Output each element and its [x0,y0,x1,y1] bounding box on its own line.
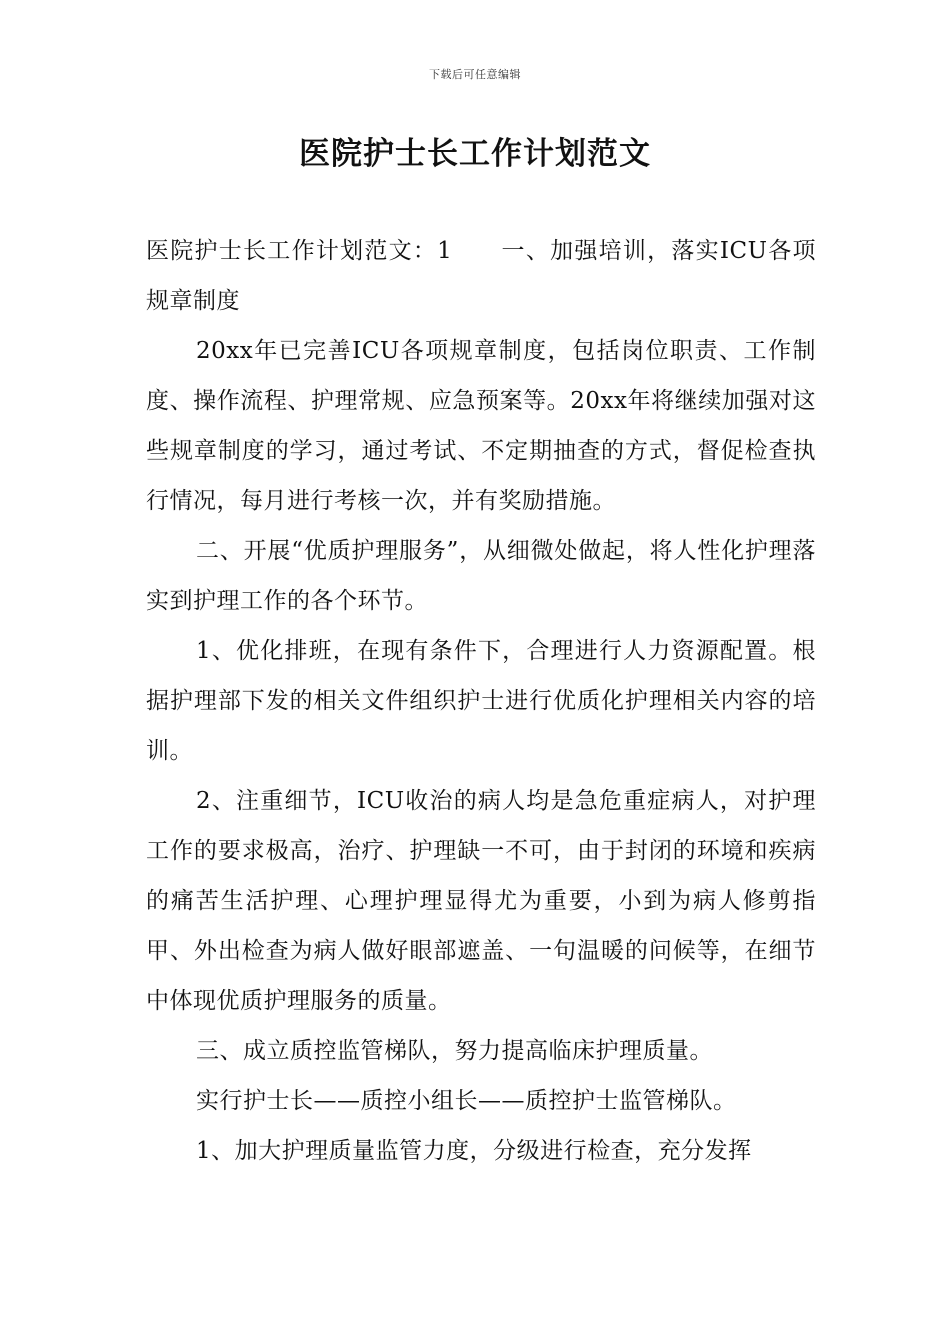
paragraph-scheduling: 1、优化排班，在现有条件下，合理进行人力资源配置。根据护理部下发的相关文件组织护士进行优质化护理相关内容的培训。 [146,638,816,764]
document-body [146,226,816,1176]
paragraph-details: 2、注重细节，ICU收治的病人均是急危重症病人，对护理工作的要求极高，治疗、护理缺一不可，由于封闭的环境和疾病的痛苦生活护理、心理护理显得尤为重要，小到为病人修剪指甲、外出检查为病人做好眼部遮盖、一句温暖的问候等，在细节中体现优质护理服务的质量。 [146,788,816,1014]
paragraph-quality-service: 二、开展“优质护理服务”，从细微处做起，将人性化护理落实到护理工作的各个环节。 [146,538,816,614]
paragraph-icu-regulations: 20xx年已完善ICU各项规章制度，包括岗位职责、工作制度、操作流程、护理常规、应急预案等。20xx年将继续加强对这些规章制度的学习，通过考试、不定期抽查的方式，督促检查执行情况，每月进行考核一次，并有奖励措施。 [146,338,816,514]
paragraph-quality-control: 三、成立质控监管梯队，努力提高临床护理质量。 [196,1038,713,1064]
paragraph-intro: 医院护士长工作计划范文：1 一、加强培训，落实ICU各项规章制度 [146,238,816,314]
document-title: 医院护士长工作计划范文 [299,136,651,172]
download-note: 下载后可任意编辑 [429,68,521,81]
paragraph-supervision-strength: 1、加大护理质量监管力度，分级进行检查，充分发挥 [196,1138,752,1164]
paragraph-supervision-chain: 实行护士长——质控小组长——质控护士监管梯队。 [196,1088,737,1114]
